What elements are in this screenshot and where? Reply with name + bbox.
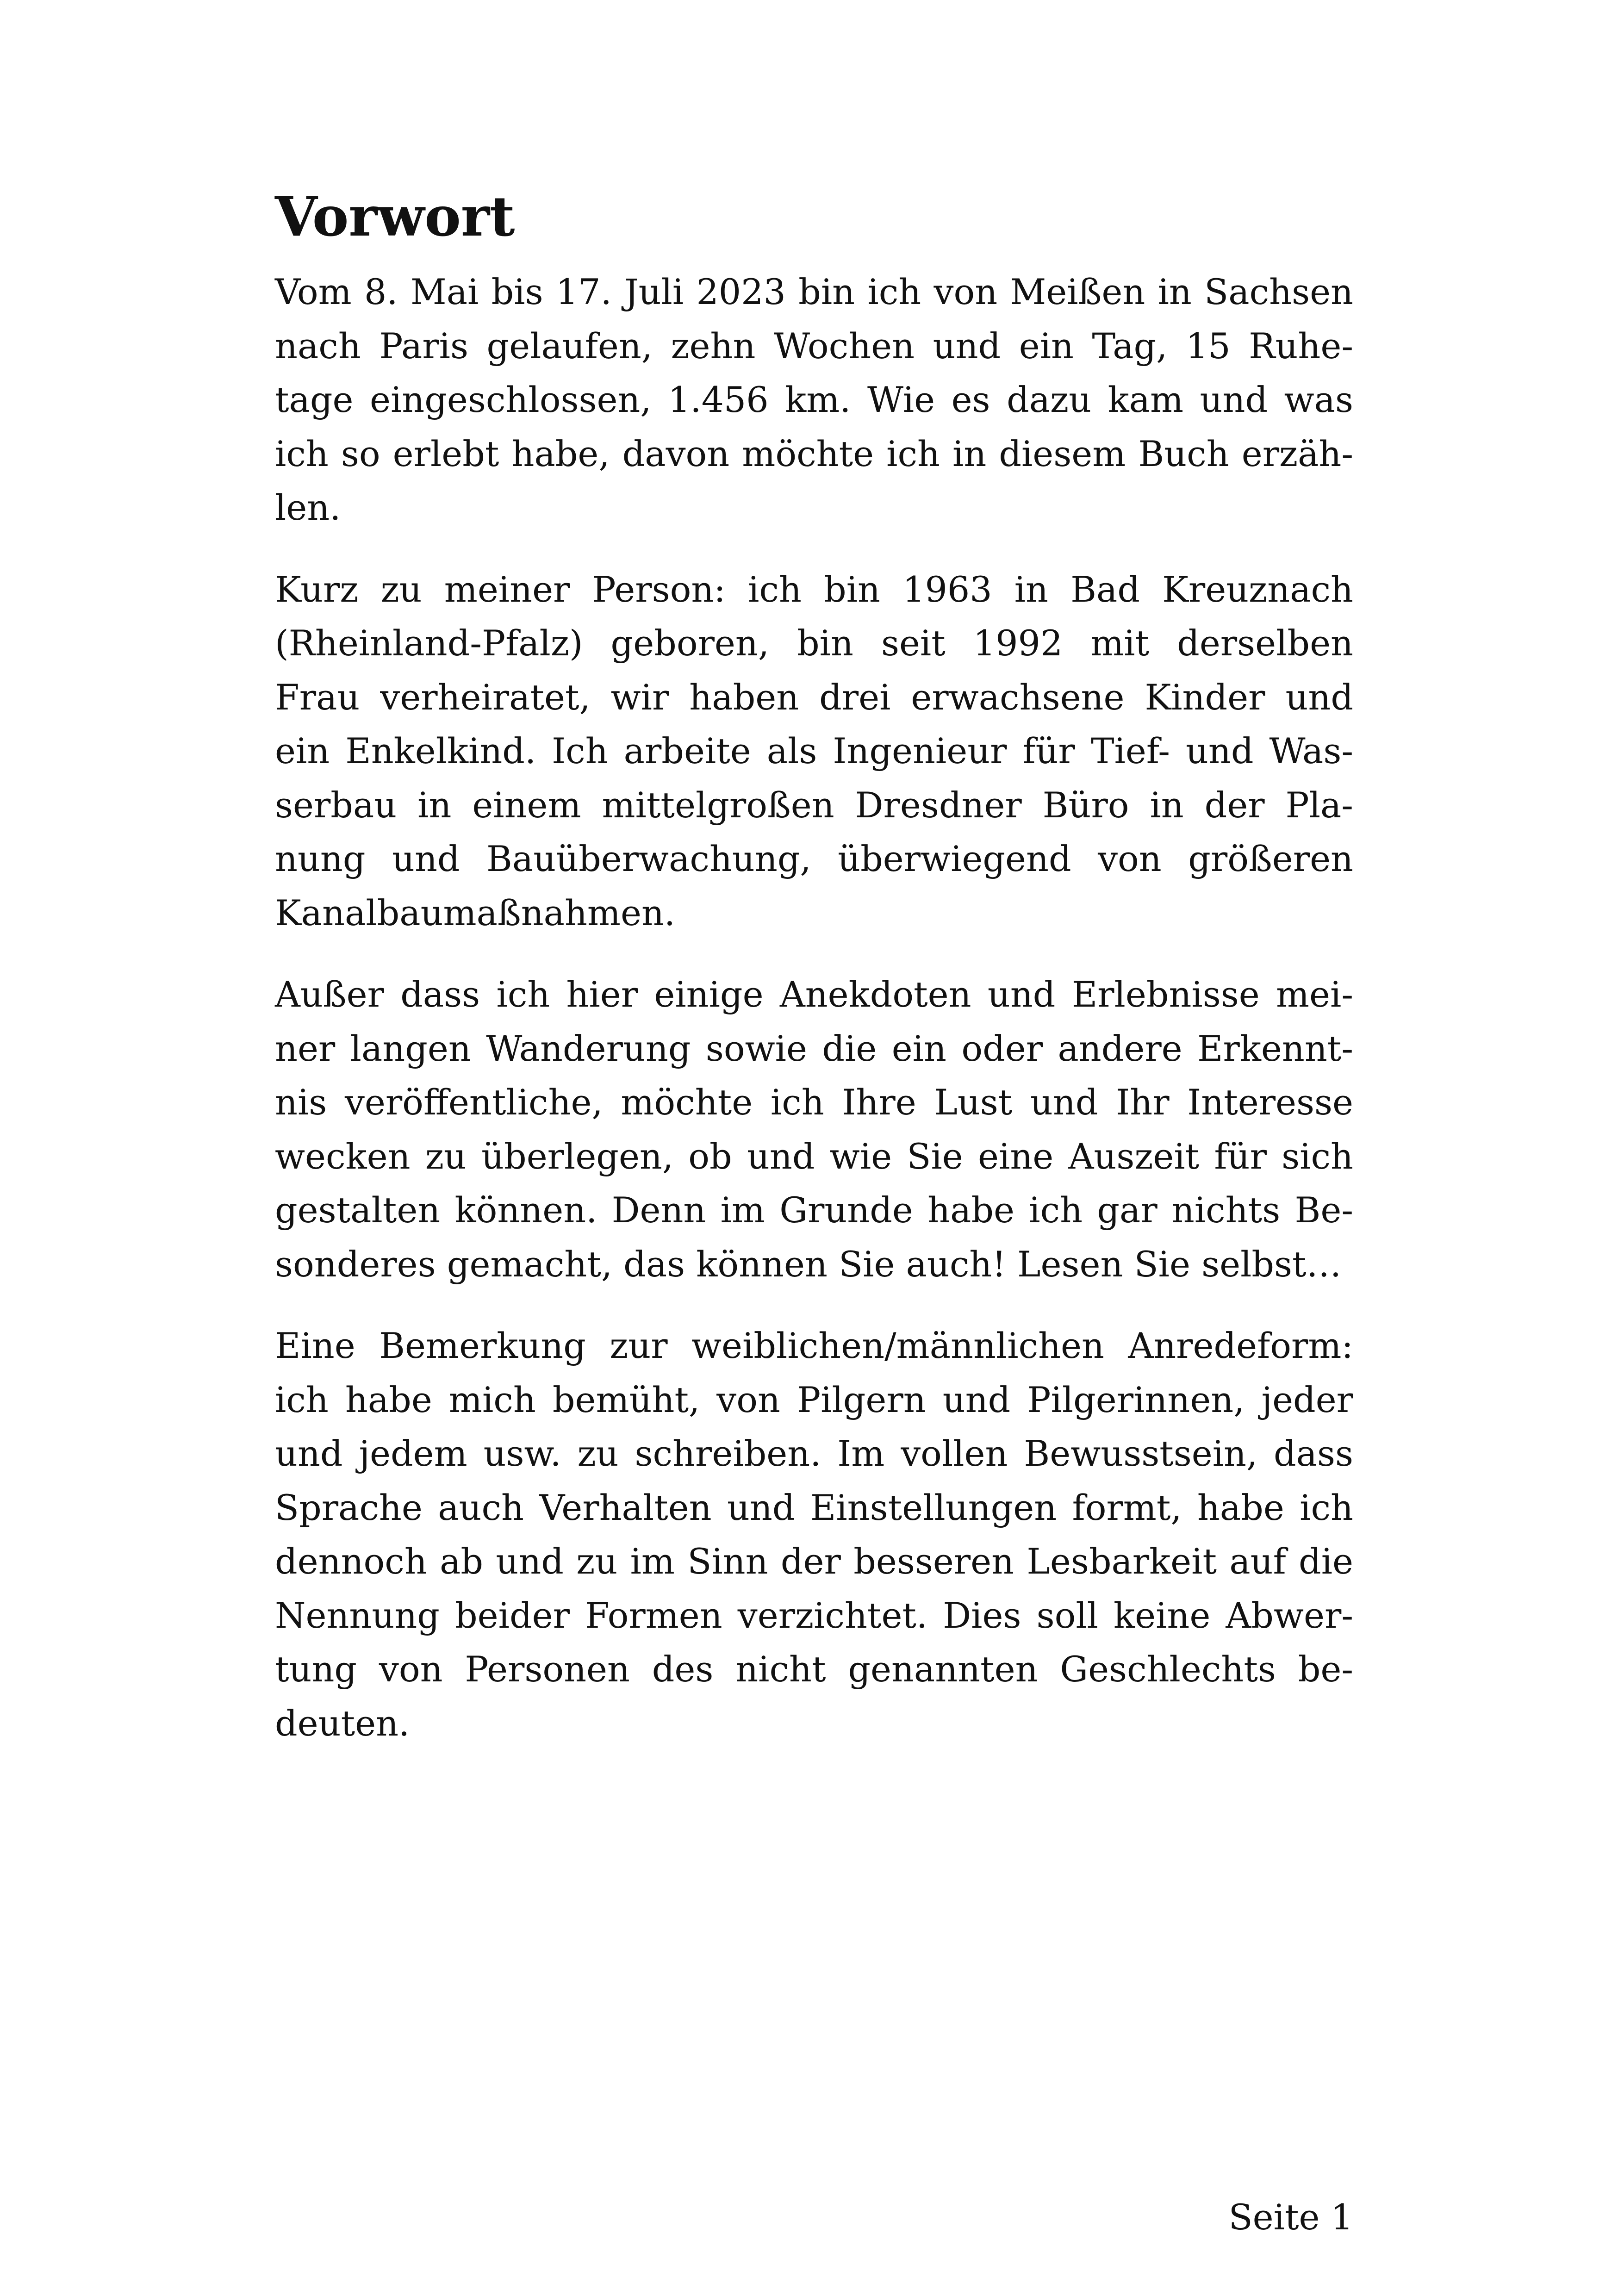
paragraph-line: dennoch ab und zu im Sinn der besseren Lesbarkeit auf die bbox=[275, 1541, 1353, 1582]
page-number: Seite 1 bbox=[1228, 2196, 1353, 2238]
paragraph-line: Nennung beider Formen verzichtet. Dies soll keine Abwer- bbox=[275, 1594, 1353, 1636]
paragraph-line: Kurz zu meiner Person: ich bin 1963 in Bad Kreuznach bbox=[275, 568, 1353, 610]
paragraph-2 bbox=[275, 563, 1353, 940]
paragraph-line: Vom 8. Mai bis 17. Juli 2023 bin ich von Meißen in Sachsen bbox=[275, 271, 1353, 312]
page-content bbox=[275, 183, 1353, 1778]
paragraph-line: sonderes gemacht, das können Sie auch! Lesen Sie selbst… bbox=[275, 1243, 1342, 1285]
paragraph-line: ner langen Wanderung sowie die ein oder andere Erkennt- bbox=[275, 1027, 1353, 1069]
paragraph-3 bbox=[275, 968, 1353, 1291]
paragraph-line: ein Enkelkind. Ich arbeite als Ingenieur für Tief- und Was- bbox=[275, 730, 1353, 772]
paragraph-line: Sprache auch Verhalten und Einstellungen formt, habe ich bbox=[275, 1487, 1353, 1528]
paragraph-line: len. bbox=[275, 487, 341, 528]
paragraph-line: tage eingeschlossen, 1.456 km. Wie es dazu kam und was bbox=[275, 379, 1353, 420]
paragraph-line: Frau verheiratet, wir haben drei erwachsene Kinder und bbox=[275, 676, 1353, 718]
page-title: Vorwort bbox=[275, 184, 515, 249]
paragraph-1 bbox=[275, 265, 1353, 535]
paragraph-line: Außer dass ich hier einige Anekdoten und Erlebnisse mei- bbox=[275, 974, 1353, 1015]
paragraph-4 bbox=[275, 1319, 1353, 1750]
paragraph-line: wecken zu überlegen, ob und wie Sie eine Auszeit für sich bbox=[275, 1135, 1353, 1177]
paragraph-line: nach Paris gelaufen, zehn Wochen und ein Tag, 15 Ruhe- bbox=[275, 325, 1353, 367]
paragraph-line: deuten. bbox=[275, 1702, 410, 1744]
paragraph-line: tung von Personen des nicht genannten Geschlechts be- bbox=[275, 1649, 1353, 1690]
paragraph-line: Kanalbaumaßnahmen. bbox=[275, 892, 676, 933]
paragraph-line: und jedem usw. zu schreiben. Im vollen Bewusstsein, dass bbox=[275, 1433, 1353, 1474]
paragraph-line: serbau in einem mittelgroßen Dresdner Büro in der Pla- bbox=[275, 784, 1353, 826]
paragraph-line: ich so erlebt habe, davon möchte ich in diesem Buch erzäh- bbox=[275, 433, 1353, 474]
paragraph-line: nung und Bauüberwachung, überwiegend von größeren bbox=[275, 838, 1353, 879]
paragraph-line: (Rheinland-Pfalz) geboren, bin seit 1992 mit derselben bbox=[275, 622, 1353, 664]
paragraph-line: nis veröffentliche, möchte ich Ihre Lust und Ihr Interesse bbox=[275, 1082, 1353, 1123]
paragraph-line: Eine Bemerkung zur weiblichen/männlichen Anredeform: bbox=[275, 1325, 1353, 1366]
paragraph-line: ich habe mich bemüht, von Pilgern und Pilgerinnen, jeder bbox=[275, 1379, 1353, 1420]
paragraph-line: gestalten können. Denn im Grunde habe ich gar nichts Be- bbox=[275, 1189, 1353, 1231]
